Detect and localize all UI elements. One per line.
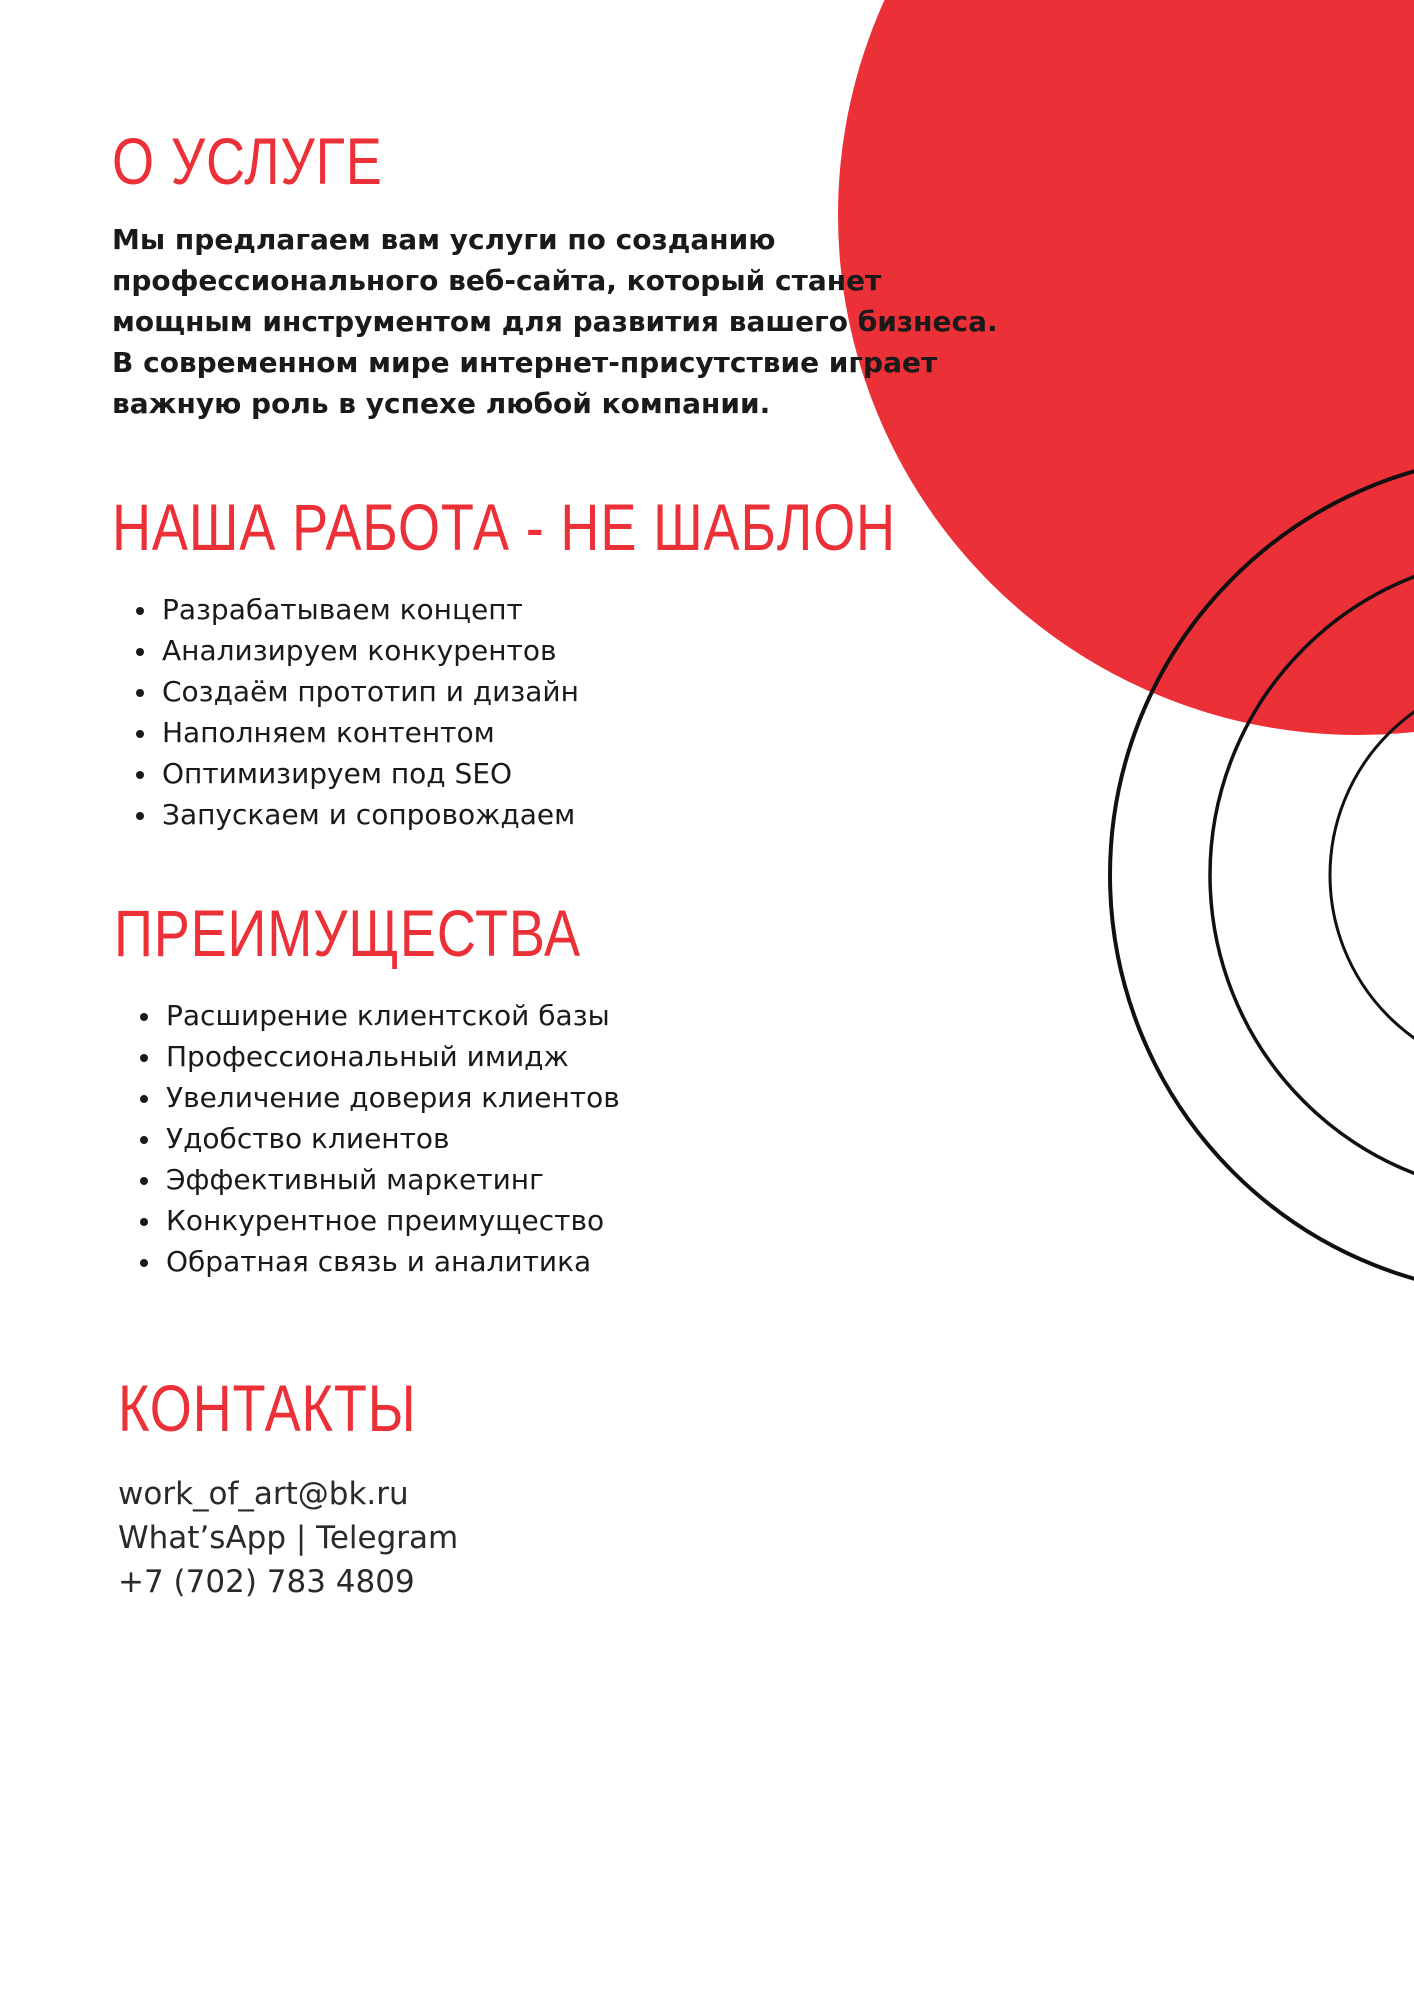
- contacts-heading: КОНТАКТЫ: [118, 1371, 417, 1445]
- about-line: В современном мире интернет-присутствие играет: [112, 346, 938, 379]
- list-item: Расширение клиентской базы: [132, 995, 620, 1036]
- work-list: [128, 589, 579, 835]
- list-item: Конкурентное преимущество: [132, 1200, 620, 1241]
- list-item: Профессиональный имидж: [132, 1036, 620, 1077]
- about-description: [112, 219, 998, 424]
- about-line: профессионального веб-сайта, который станет: [112, 264, 882, 297]
- contact-email[interactable]: work_of_art@bk.ru: [118, 1476, 409, 1512]
- contacts-block: [118, 1472, 458, 1604]
- about-heading: О УСЛУГЕ: [112, 124, 383, 198]
- inner-ring-shape: [1330, 675, 1414, 1075]
- benefits-heading: ПРЕИМУЩЕСТВА: [114, 896, 581, 970]
- about-line: мощным инструментом для развития вашего бизнеса.: [112, 305, 998, 338]
- contact-messengers: What’sApp | Telegram: [118, 1520, 459, 1556]
- list-item: Наполняем контентом: [128, 712, 579, 753]
- about-line: Мы предлагаем вам услуги по созданию: [112, 223, 776, 256]
- list-item: Удобство клиентов: [132, 1118, 620, 1159]
- contact-phone[interactable]: +7 (702) 783 4809: [118, 1564, 415, 1600]
- list-item: Запускаем и сопровождаем: [128, 794, 579, 835]
- list-item: Анализируем конкурентов: [128, 630, 579, 671]
- work-heading: НАША РАБОТА - НЕ ШАБЛОН: [112, 490, 896, 564]
- list-item: Разрабатываем концепт: [128, 589, 579, 630]
- about-line: важную роль в успехе любой компании.: [112, 387, 771, 420]
- list-item: Увеличение доверия клиентов: [132, 1077, 620, 1118]
- benefits-list: [132, 995, 620, 1282]
- list-item: Эффективный маркетинг: [132, 1159, 620, 1200]
- list-item: Оптимизируем под SEO: [128, 753, 579, 794]
- list-item: Создаём прототип и дизайн: [128, 671, 579, 712]
- list-item: Обратная связь и аналитика: [132, 1241, 620, 1282]
